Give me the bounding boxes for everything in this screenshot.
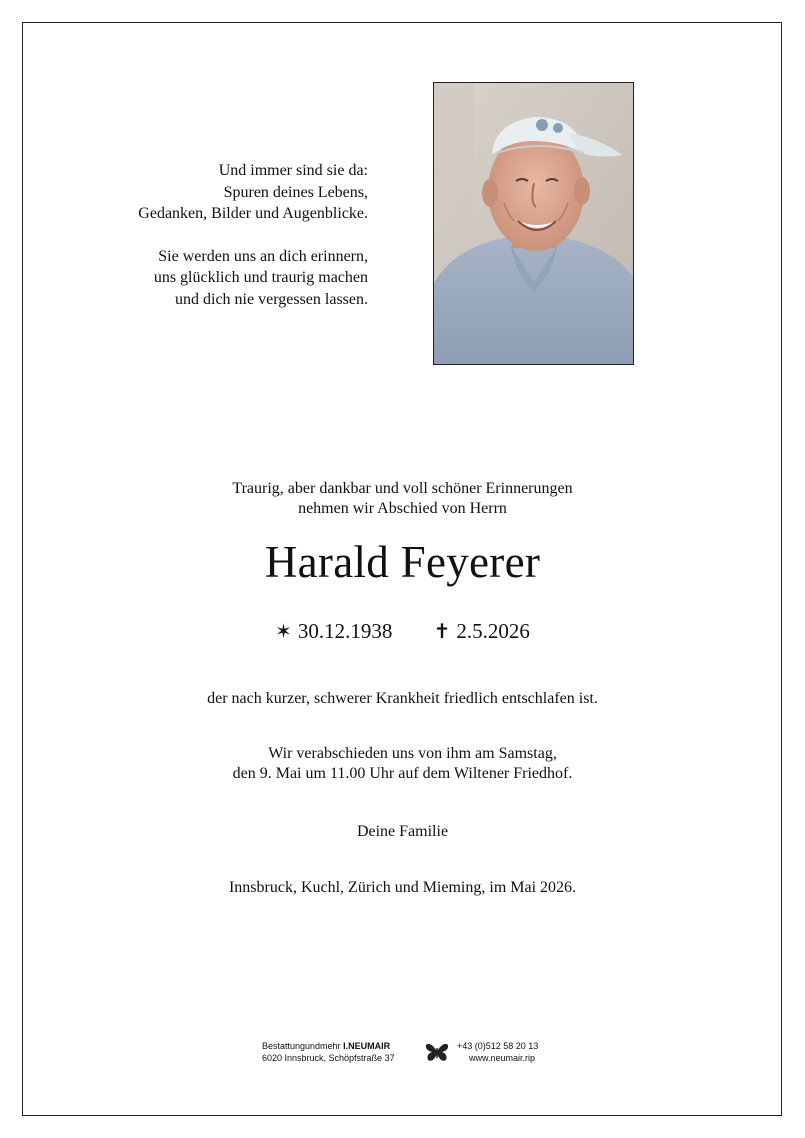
portrait-photo (433, 82, 634, 365)
footer-website[interactable]: www.neumair.rip (469, 1053, 536, 1063)
footer-right (457, 1040, 538, 1064)
deceased-name: Harald Feyerer (264, 537, 541, 587)
service-info (0, 744, 805, 784)
footer-brand (262, 1040, 395, 1052)
service-line: den 9. Mai um 11.00 Uhr auf dem Wiltener Friedhof. (232, 765, 573, 782)
death-date: 2.5.2026 (456, 619, 530, 643)
poem-stanza-1 (138, 160, 368, 225)
poem-line: Gedanken, Bilder und Augenblicke. (138, 205, 368, 222)
footer-left (262, 1040, 395, 1064)
poem-line: Spuren deines Lebens, (223, 183, 368, 201)
places-date: Innsbruck, Kuchl, Zürich und Mieming, im Mai 2026. (228, 879, 577, 896)
poem-stanza-2 (138, 246, 368, 311)
footer-address: 6020 Innsbruck, Schöpfstraße 37 (262, 1053, 395, 1063)
family-signature: Deine Familie (356, 823, 449, 840)
birth-date-group (275, 618, 392, 645)
cross-icon: ✝ (433, 621, 451, 643)
star-icon: ✶ (275, 621, 292, 643)
intro-line: Traurig, aber dankbar und voll schöner Erinnerungen (232, 480, 573, 497)
life-dates (0, 618, 805, 645)
birth-date: 30.12.1938 (297, 619, 393, 643)
poem-line: Und immer sind sie da: (218, 162, 368, 179)
intro-text (0, 479, 805, 519)
death-date-group (434, 618, 530, 645)
intro-line: nehmen wir Abschied von Herrn (298, 500, 507, 517)
poem-line: und dich nie vergessen lassen. (175, 290, 368, 308)
poem (138, 160, 368, 310)
footer-phone: +43 (0)512 58 20 13 (457, 1041, 539, 1051)
service-line: Wir verabschieden uns von ihm am Samstag, (268, 745, 557, 762)
butterfly-icon (424, 1039, 450, 1065)
poem-line: uns glücklich und traurig machen (153, 269, 368, 286)
brand-name: I.NEUMAIR (343, 1041, 391, 1051)
brand-prefix: Bestattungundmehr (262, 1041, 341, 1051)
cause-text: der nach kurzer, schwerer Krankheit friedlich entschlafen ist. (207, 690, 598, 707)
poem-line: Sie werden uns an dich erinnern, (158, 247, 368, 265)
